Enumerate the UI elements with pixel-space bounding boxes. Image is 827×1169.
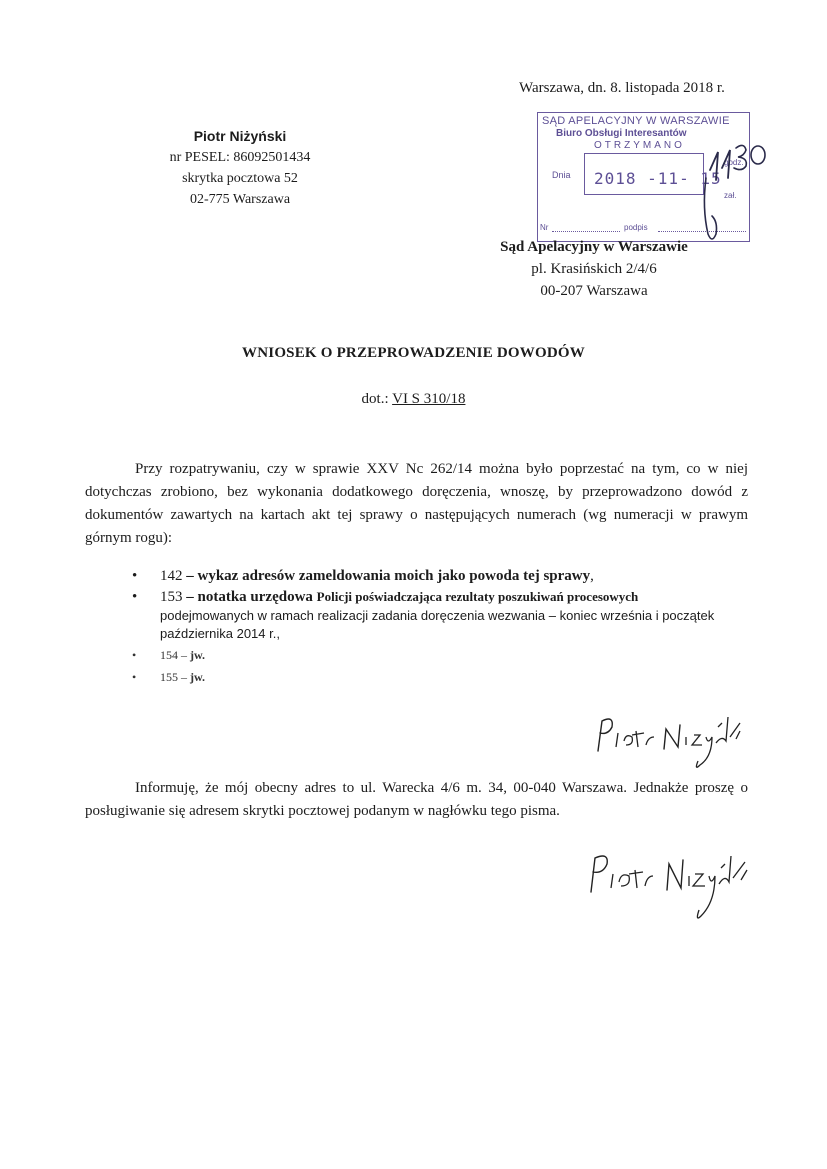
list-item: • 154 – jw.: [132, 645, 752, 665]
list-item: • 155 – jw.: [132, 667, 752, 687]
list-item-bold: notatka urzędowa: [197, 589, 313, 605]
document-title: WNIOSEK O PRZEPROWADZENIE DOWODÓW: [242, 345, 585, 361]
bullet-icon: •: [132, 648, 137, 662]
recipient-block: [474, 236, 714, 302]
body-paragraph-2: Informuję, że mój obecny adres to ul. Warecka 4/6 m. 34, 00-040 Warszawa. Jednakże proszę o posługiwanie się adresem skrytki pocztowej podanym w nagłówku tego pisma.: [85, 780, 748, 819]
handwritten-signature: [585, 846, 760, 926]
sender-name: Piotr Niżyński: [193, 128, 287, 144]
list-item: • 142 – wykaz adresów zameldowania moich jako powoda tej sprawy,: [132, 565, 752, 587]
case-reference-label: dot.:: [361, 391, 389, 407]
stamp-attachment-label: zał.: [724, 191, 737, 200]
list-item-bold: wykaz adresów zameldowania moich jako powoda tej sprawy: [197, 568, 591, 584]
stamp-date-value: 2018 -11- 15: [594, 169, 722, 188]
handwritten-signature: [590, 707, 750, 777]
bullet-icon: •: [132, 670, 137, 684]
case-reference: [0, 391, 827, 408]
list-item-continuation: podejmowanych w ramach realizacji zadania doręczenia wezwania – koniec września i początek października 2014 r.,: [160, 608, 715, 641]
list-item-bold: jw.: [190, 670, 205, 684]
recipient-street: pl. Krasińskich 2/4/6: [531, 261, 657, 277]
stamp-received: OTRZYMANO: [594, 140, 685, 151]
stamp-office: Biuro Obsługi Interesantów: [556, 128, 687, 139]
body-paragraph-1: Przy rozpatrywaniu, czy w sprawie XXV Nc 262/14 można było poprzestać na tym, co w niej dotychczas zrobiono, bez wykonania dodatkowego doręczenia, wnoszę, by przeprowadzono dowód z dokumentów zawartych na kartach akt tej sprawy o następujących numerach (wg numeracji w prawym górnym rogu):: [85, 461, 748, 546]
evidence-list: [132, 565, 752, 687]
list-item: • 153 – notatka urzędowa Policji poświadczająca rezultaty poszukiwań procesowych podejmowanych w ramach realizacji zadania doręczenia wezwania – koniec września i początek października 2014 r.,: [132, 587, 752, 643]
stamp-nr-line: [552, 231, 620, 232]
stamp-sign-label: podpis: [624, 223, 648, 232]
recipient-name: Sąd Apelacyjny w Warszawie: [500, 239, 688, 255]
stamp-date-label: Dnia: [552, 170, 571, 180]
list-item-bold: jw.: [190, 648, 205, 662]
case-reference-value: VI S 310/18: [392, 391, 466, 407]
bullet-icon: •: [132, 568, 138, 584]
sender-pesel: nr PESEL: 86092501434: [169, 150, 311, 165]
bullet-icon: •: [132, 589, 138, 605]
recipient-city: 00-207 Warszawa: [540, 283, 648, 299]
handwritten-time-mark: [700, 138, 770, 248]
document-date: Warszawa, dn. 8. listopada 2018 r.: [519, 80, 725, 96]
list-item-bold-small: Policji poświadczająca rezultaty poszukiwań procesowych: [316, 589, 639, 604]
stamp-court-name: SĄD APELACYJNY W WARSZAWIE: [542, 115, 730, 127]
stamp-nr-label: Nr: [540, 223, 549, 232]
sender-block: [140, 126, 340, 210]
sender-po-box: skrytka pocztowa 52: [182, 171, 298, 186]
stamp-hour-label: godz.: [724, 158, 744, 167]
sender-city: 02-775 Warszawa: [189, 192, 291, 207]
